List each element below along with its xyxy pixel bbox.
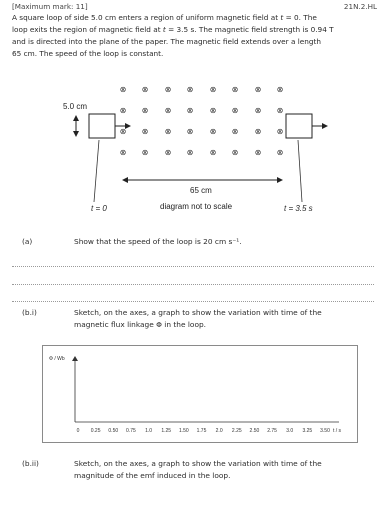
field-symbols — [120, 85, 284, 157]
magnetic-field-diagram — [0, 80, 385, 220]
flux-axes — [43, 346, 357, 442]
x-tick-label: 1.0 — [145, 428, 153, 434]
max-mark: [Maximum mark: 11] — [12, 2, 88, 11]
field-into-page-icon: ⊗ — [141, 127, 149, 136]
x-axis-label: t / s — [333, 428, 342, 434]
field-into-page-icon: ⊗ — [209, 148, 217, 157]
question-stem — [12, 12, 374, 60]
field-into-page-icon: ⊗ — [276, 148, 284, 157]
pointer-start — [94, 140, 99, 202]
y-axis-label: Φ / Wb — [49, 356, 65, 362]
field-into-page-icon: ⊗ — [231, 127, 239, 136]
t-end-label: t = 3.5 s — [284, 204, 313, 213]
field-into-page-icon: ⊗ — [141, 106, 149, 115]
field-into-page-icon: ⊗ — [119, 127, 127, 136]
field-into-page-icon: ⊗ — [186, 148, 194, 157]
loop-start — [89, 114, 115, 138]
stem-line-4: 65 cm. The speed of the loop is constant. — [12, 49, 164, 58]
t-start-label: t = 0 — [91, 204, 107, 213]
x-tick-label: 0 — [76, 428, 80, 434]
field-into-page-icon: ⊗ — [231, 85, 239, 94]
field-into-page-icon: ⊗ — [254, 85, 262, 94]
x-tick-label: 2.0 — [215, 428, 223, 434]
pointer-end — [298, 140, 302, 202]
question-b-ii: (b.ii) Sketch, on the axes, a graph to show the variation with time of the magnitude of the emf induced in the loop. — [22, 459, 322, 480]
field-into-page-icon: ⊗ — [164, 148, 172, 157]
field-into-page-icon: ⊗ — [209, 106, 217, 115]
loop-end — [286, 114, 312, 138]
field-into-page-icon: ⊗ — [254, 148, 262, 157]
field-into-page-icon: ⊗ — [231, 148, 239, 157]
answer-line-3[interactable] — [12, 301, 374, 302]
field-into-page-icon: ⊗ — [276, 127, 284, 136]
x-tick-label: 2.50 — [249, 428, 260, 434]
field-into-page-icon: ⊗ — [209, 127, 217, 136]
x-tick-label: 2.25 — [231, 428, 242, 434]
answer-line-2[interactable] — [12, 284, 374, 285]
field-into-page-icon: ⊗ — [186, 85, 194, 94]
field-into-page-icon: ⊗ — [231, 106, 239, 115]
field-into-page-icon: ⊗ — [186, 106, 194, 115]
field-into-page-icon: ⊗ — [254, 106, 262, 115]
field-into-page-icon: ⊗ — [164, 106, 172, 115]
question-a: (a) Show that the speed of the loop is 20 cm s⁻¹. — [22, 237, 242, 246]
field-into-page-icon: ⊗ — [141, 85, 149, 94]
field-into-page-icon: ⊗ — [141, 148, 149, 157]
flux-graph-frame[interactable] — [42, 345, 358, 443]
field-into-page-icon: ⊗ — [254, 127, 262, 136]
x-tick-label: 0.25 — [90, 428, 101, 434]
question-b-i: (b.i) Sketch, on the axes, a graph to show the variation with time of the magnetic flux linkage Φ in the loop. — [22, 308, 322, 329]
x-tick-label: 2.75 — [267, 428, 277, 434]
field-into-page-icon: ⊗ — [119, 85, 127, 94]
field-into-page-icon: ⊗ — [119, 106, 127, 115]
field-into-page-icon: ⊗ — [164, 85, 172, 94]
x-tick-label: 0.75 — [126, 428, 136, 434]
scale-note: diagram not to scale — [160, 202, 233, 211]
x-tick-label: 1.25 — [161, 428, 172, 434]
x-tick-label: 1.75 — [196, 428, 207, 434]
field-into-page-icon: ⊗ — [164, 127, 172, 136]
stem-line-3: and is directed into the plane of the paper. The magnetic field extends over a length — [12, 37, 322, 46]
field-into-page-icon: ⊗ — [119, 148, 127, 157]
side-label: 5.0 cm — [63, 102, 88, 111]
x-tick-label: 1.50 — [178, 428, 189, 434]
x-ticks — [77, 428, 330, 434]
stem-line-1: A square loop of side 5.0 cm enters a region of uniform magnetic field at t = 0. The — [12, 13, 317, 22]
field-into-page-icon: ⊗ — [186, 127, 194, 136]
x-tick-label: 3.50 — [320, 428, 330, 434]
paper-code: 21N.2.HL — [343, 2, 377, 11]
length-label: 65 cm — [190, 186, 212, 195]
answer-line-1[interactable] — [12, 266, 374, 267]
stem-line-2: loop exits the region of magnetic field at t = 3.5 s. The magnetic field strength is 0.94 T — [12, 25, 334, 34]
field-into-page-icon: ⊗ — [276, 106, 284, 115]
x-tick-label: 3.0 — [286, 428, 294, 434]
x-tick-label: 3.25 — [302, 428, 313, 434]
field-into-page-icon: ⊗ — [276, 85, 284, 94]
field-into-page-icon: ⊗ — [209, 85, 217, 94]
x-tick-label: 0.50 — [108, 428, 119, 434]
